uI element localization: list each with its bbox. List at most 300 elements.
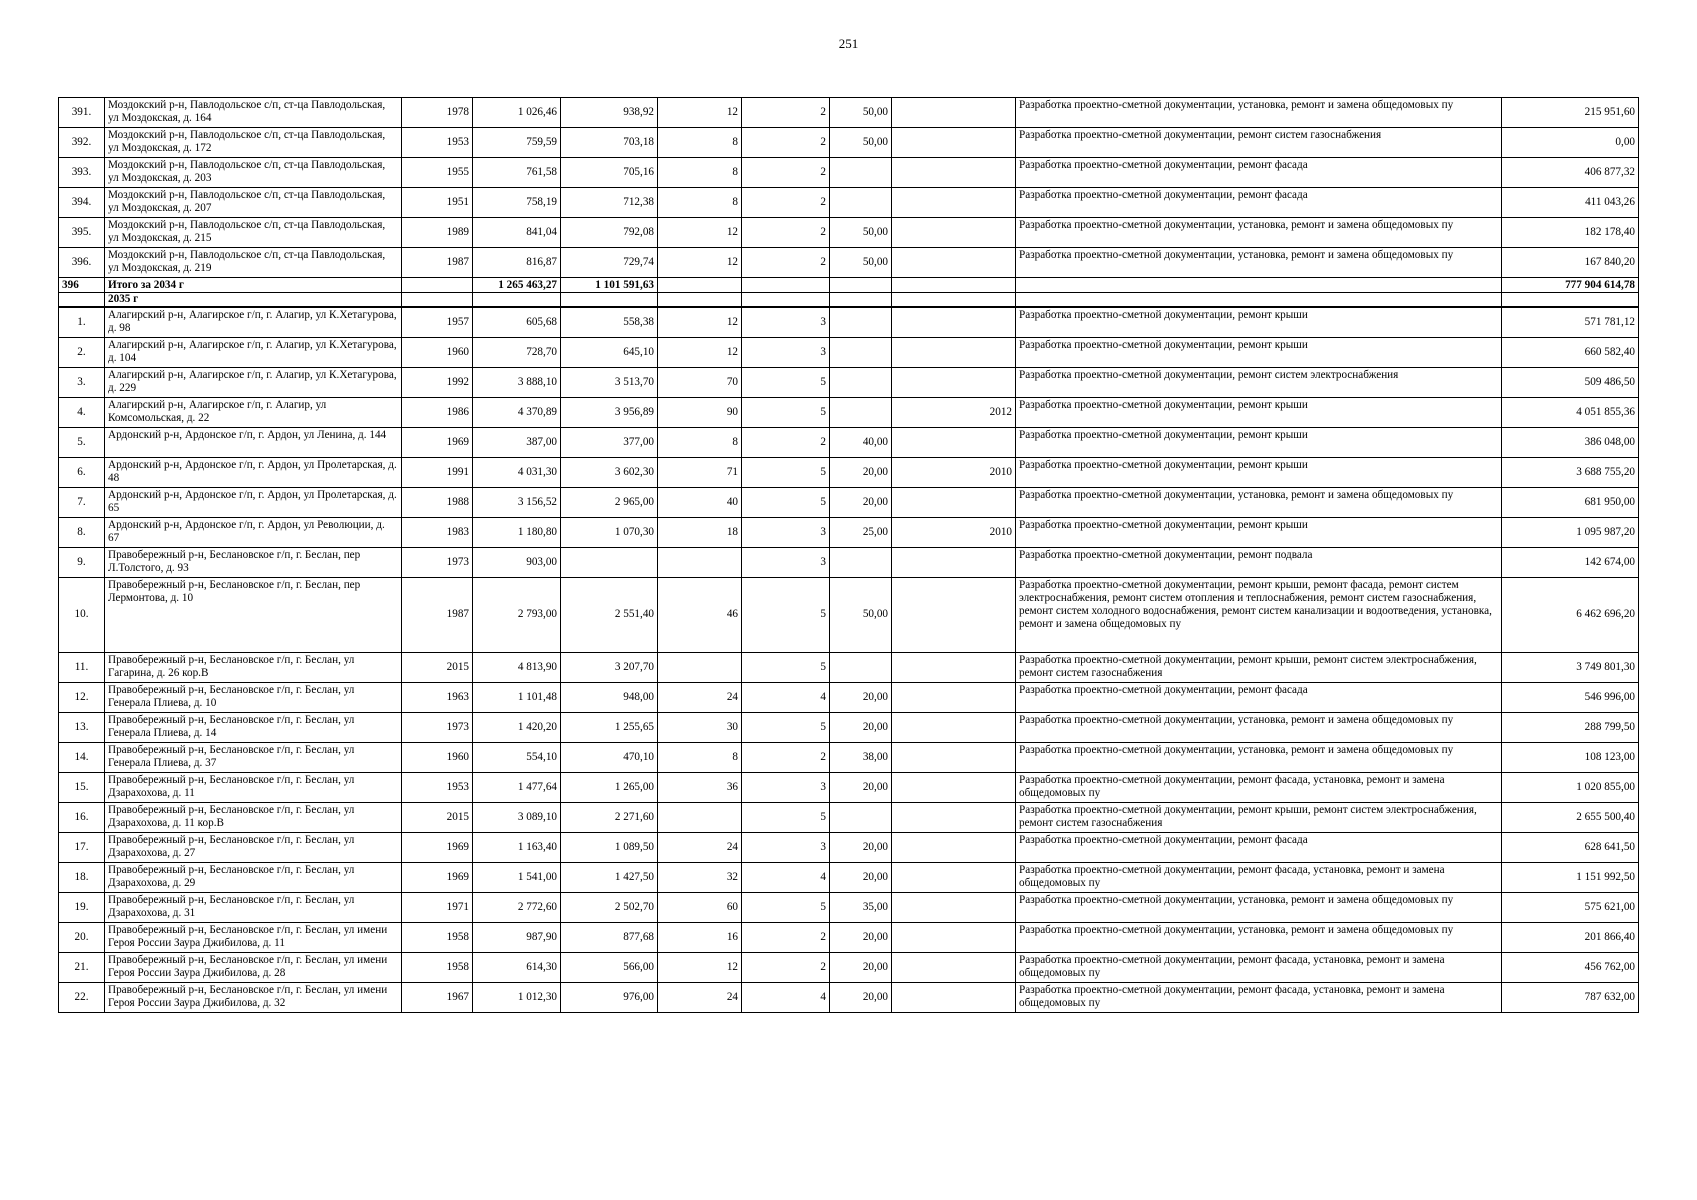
year-built-cell: 1973 xyxy=(402,547,473,577)
last-repair-year-cell xyxy=(892,982,1016,1012)
year-built-cell: 1969 xyxy=(402,862,473,892)
address-cell: Моздокский р-н, Павлодольское с/п, ст-ца Павлодольская, ул Моздокская, д. 164 xyxy=(105,98,402,128)
wear-cell: 38,00 xyxy=(830,742,892,772)
last-repair-year-cell xyxy=(892,652,1016,682)
work-type-cell: Разработка проектно-сметной документации, ремонт крыши xyxy=(1016,517,1502,547)
year-built-cell: 1953 xyxy=(402,128,473,158)
total-area-cell: 1 420,20 xyxy=(473,712,561,742)
row-number: 21. xyxy=(59,952,105,982)
work-type-cell: Разработка проектно-сметной документации, установка, ремонт и замена общедомовых пу xyxy=(1016,98,1502,128)
wear-cell: 40,00 xyxy=(830,427,892,457)
total-area-cell: 2 772,60 xyxy=(473,892,561,922)
living-area-cell: 976,00 xyxy=(561,982,658,1012)
work-type-cell: Разработка проектно-сметной документации, ремонт фасада xyxy=(1016,832,1502,862)
total-area-cell: 761,58 xyxy=(473,158,561,188)
total-area-cell: 758,19 xyxy=(473,188,561,218)
address-cell: Моздокский р-н, Павлодольское с/п, ст-ца Павлодольская, ул Моздокская, д. 219 xyxy=(105,248,402,278)
total-area-cell: 3 888,10 xyxy=(473,367,561,397)
empty-cell xyxy=(1016,293,1502,308)
living-area-cell: 2 502,70 xyxy=(561,892,658,922)
living-area-cell: 938,92 xyxy=(561,98,658,128)
wear-cell: 50,00 xyxy=(830,577,892,652)
total-area-cell: 1 026,46 xyxy=(473,98,561,128)
last-repair-year-cell xyxy=(892,772,1016,802)
work-type-cell: Разработка проектно-сметной документации, установка, ремонт и замена общедомовых пу xyxy=(1016,248,1502,278)
total-area-cell: 987,90 xyxy=(473,922,561,952)
floors-cell: 5 xyxy=(742,652,830,682)
wear-cell xyxy=(830,652,892,682)
cost-cell: 406 877,32 xyxy=(1502,158,1639,188)
residents-cell xyxy=(658,547,742,577)
floors-cell: 3 xyxy=(742,832,830,862)
residents-cell: 24 xyxy=(658,832,742,862)
year-built-cell: 1960 xyxy=(402,337,473,367)
work-type-cell: Разработка проектно-сметной документации, ремонт крыши xyxy=(1016,307,1502,337)
address-cell: Правобережный р-н, Беслановское г/п, г. Беслан, пер Л.Толстого, д. 93 xyxy=(105,547,402,577)
cost-cell: 182 178,40 xyxy=(1502,218,1639,248)
wear-cell xyxy=(830,158,892,188)
row-number: 11. xyxy=(59,652,105,682)
living-area-cell: 1 427,50 xyxy=(561,862,658,892)
wear-cell: 50,00 xyxy=(830,248,892,278)
cost-cell: 1 020 855,00 xyxy=(1502,772,1639,802)
row-number: 1. xyxy=(59,307,105,337)
table-row xyxy=(59,307,1639,337)
floors-cell: 2 xyxy=(742,427,830,457)
floors-cell: 3 xyxy=(742,772,830,802)
work-type-cell: Разработка проектно-сметной документации, ремонт крыши xyxy=(1016,457,1502,487)
address-cell: Правобережный р-н, Беслановское г/п, г. Беслан, ул имени Героя России Заура Джибилова, д. 32 xyxy=(105,982,402,1012)
address-cell: Ардонский р-н, Ардонское г/п, г. Ардон, ул Революции, д. 67 xyxy=(105,517,402,547)
year-built-cell: 1958 xyxy=(402,952,473,982)
year-built-cell: 1953 xyxy=(402,772,473,802)
row-number: 6. xyxy=(59,457,105,487)
total-area-cell: 3 156,52 xyxy=(473,487,561,517)
living-area-cell: 2 271,60 xyxy=(561,802,658,832)
row-number: 5. xyxy=(59,427,105,457)
empty-cell xyxy=(742,278,830,293)
cost-cell: 167 840,20 xyxy=(1502,248,1639,278)
row-number: 19. xyxy=(59,892,105,922)
wear-cell: 25,00 xyxy=(830,517,892,547)
work-type-cell: Разработка проектно-сметной документации, установка, ремонт и замена общедомовых пу xyxy=(1016,487,1502,517)
floors-cell: 2 xyxy=(742,922,830,952)
work-type-cell: Разработка проектно-сметной документации, ремонт систем электроснабжения xyxy=(1016,367,1502,397)
cost-cell: 215 951,60 xyxy=(1502,98,1639,128)
residents-cell: 36 xyxy=(658,772,742,802)
year-built-cell: 1951 xyxy=(402,188,473,218)
last-repair-year-cell xyxy=(892,577,1016,652)
last-repair-year-cell xyxy=(892,952,1016,982)
year-built-cell: 2015 xyxy=(402,652,473,682)
address-cell: Алагирский р-н, Алагирское г/п, г. Алагир, ул К.Хетагурова, д. 104 xyxy=(105,337,402,367)
residents-cell: 8 xyxy=(658,158,742,188)
table-row xyxy=(59,862,1639,892)
living-area-cell: 1 070,30 xyxy=(561,517,658,547)
year-built-cell: 2015 xyxy=(402,802,473,832)
cost-cell: 681 950,00 xyxy=(1502,487,1639,517)
living-area-cell: 1 089,50 xyxy=(561,832,658,862)
cost-cell: 628 641,50 xyxy=(1502,832,1639,862)
table-row xyxy=(59,922,1639,952)
wear-cell xyxy=(830,397,892,427)
row-number: 14. xyxy=(59,742,105,772)
address-cell: Правобережный р-н, Беслановское г/п, г. Беслан, пер Лермонтова, д. 10 xyxy=(105,577,402,652)
year-built-cell: 1992 xyxy=(402,367,473,397)
total-area-cell: 4 031,30 xyxy=(473,457,561,487)
work-type-cell: Разработка проектно-сметной документации, ремонт фасада xyxy=(1016,188,1502,218)
cost-cell: 787 632,00 xyxy=(1502,982,1639,1012)
row-number: 4. xyxy=(59,397,105,427)
table-row xyxy=(59,772,1639,802)
cost-cell: 0,00 xyxy=(1502,128,1639,158)
living-area-cell: 566,00 xyxy=(561,952,658,982)
empty-cell xyxy=(658,278,742,293)
work-type-cell: Разработка проектно-сметной документации, ремонт подвала xyxy=(1016,547,1502,577)
address-cell: Правобережный р-н, Беслановское г/п, г. Беслан, ул Гагарина, д. 26 кор.В xyxy=(105,652,402,682)
total-area-cell: 2 793,00 xyxy=(473,577,561,652)
residents-cell: 8 xyxy=(658,427,742,457)
residents-cell: 90 xyxy=(658,397,742,427)
cost-cell: 108 123,00 xyxy=(1502,742,1639,772)
work-type-cell: Разработка проектно-сметной документации, ремонт систем газоснабжения xyxy=(1016,128,1502,158)
address-cell: Правобережный р-н, Беслановское г/п, г. Беслан, ул Генерала Плиева, д. 14 xyxy=(105,712,402,742)
wear-cell xyxy=(830,367,892,397)
row-number: 392. xyxy=(59,128,105,158)
floors-cell: 2 xyxy=(742,128,830,158)
row-number: 20. xyxy=(59,922,105,952)
residents-cell: 30 xyxy=(658,712,742,742)
living-area-cell: 729,74 xyxy=(561,248,658,278)
last-repair-year-cell: 2010 xyxy=(892,517,1016,547)
row-number: 22. xyxy=(59,982,105,1012)
last-repair-year-cell xyxy=(892,892,1016,922)
total-count-cell: 396 xyxy=(59,278,105,293)
year-built-cell: 1969 xyxy=(402,832,473,862)
wear-cell: 20,00 xyxy=(830,487,892,517)
total-area-cell: 1 012,30 xyxy=(473,982,561,1012)
wear-cell xyxy=(830,802,892,832)
wear-cell xyxy=(830,337,892,367)
year-built-cell: 1989 xyxy=(402,218,473,248)
year-built-cell: 1958 xyxy=(402,922,473,952)
residents-cell: 8 xyxy=(658,128,742,158)
address-cell: Моздокский р-н, Павлодольское с/п, ст-ца Павлодольская, ул Моздокская, д. 207 xyxy=(105,188,402,218)
empty-cell xyxy=(658,293,742,308)
living-area-cell: 3 207,70 xyxy=(561,652,658,682)
wear-cell xyxy=(830,307,892,337)
last-repair-year-cell xyxy=(892,487,1016,517)
address-cell: Правобережный р-н, Беслановское г/п, г. Беслан, ул Генерала Плиева, д. 37 xyxy=(105,742,402,772)
work-type-cell: Разработка проектно-сметной документации, ремонт крыши xyxy=(1016,427,1502,457)
total-area-cell: 1 180,80 xyxy=(473,517,561,547)
wear-cell: 50,00 xyxy=(830,128,892,158)
residents-cell: 16 xyxy=(658,922,742,952)
living-area-cell: 792,08 xyxy=(561,218,658,248)
address-cell: Правобережный р-н, Беслановское г/п, г. Беслан, ул имени Героя России Заура Джибилова, д. 28 xyxy=(105,952,402,982)
table-row xyxy=(59,427,1639,457)
address-cell: Моздокский р-н, Павлодольское с/п, ст-ца Павлодольская, ул Моздокская, д. 172 xyxy=(105,128,402,158)
floors-cell: 4 xyxy=(742,682,830,712)
address-cell: Правобережный р-н, Беслановское г/п, г. Беслан, ул Дзарахохова, д. 31 xyxy=(105,892,402,922)
table-row xyxy=(59,892,1639,922)
last-repair-year-cell xyxy=(892,188,1016,218)
total-area-cell: 4 813,90 xyxy=(473,652,561,682)
table-row xyxy=(59,952,1639,982)
last-repair-year-cell xyxy=(892,128,1016,158)
work-type-cell: Разработка проектно-сметной документации, ремонт крыши, ремонт фасада, ремонт систем электроснабжения, ремонт систем отопления и теплоснабжения, ремонт систем газоснабжения, ремонт систем холодного водоснабжения, ремонт систем канализации и водоотведения, установка, ремонт и замена общедомовых пу xyxy=(1016,577,1502,652)
address-cell: Алагирский р-н, Алагирское г/п, г. Алагир, ул Комсомольская, д. 22 xyxy=(105,397,402,427)
table-row xyxy=(59,517,1639,547)
floors-cell: 3 xyxy=(742,337,830,367)
work-type-cell: Разработка проектно-сметной документации, ремонт фасада, установка, ремонт и замена общедомовых пу xyxy=(1016,982,1502,1012)
year-label-cell: 2035 г xyxy=(105,293,402,308)
living-area-cell: 558,38 xyxy=(561,307,658,337)
total-area-cell: 1 541,00 xyxy=(473,862,561,892)
residents-cell: 8 xyxy=(658,188,742,218)
year-built-cell: 1971 xyxy=(402,892,473,922)
last-repair-year-cell xyxy=(892,712,1016,742)
floors-cell: 3 xyxy=(742,517,830,547)
empty-cell xyxy=(59,293,105,308)
work-type-cell: Разработка проектно-сметной документации, установка, ремонт и замена общедомовых пу xyxy=(1016,892,1502,922)
total-area-cell: 759,59 xyxy=(473,128,561,158)
living-area-cell: 645,10 xyxy=(561,337,658,367)
floors-cell: 2 xyxy=(742,188,830,218)
address-cell: Алагирский р-н, Алагирское г/п, г. Алагир, ул К.Хетагурова, д. 98 xyxy=(105,307,402,337)
table-row xyxy=(59,547,1639,577)
empty-cell xyxy=(402,293,473,308)
cost-cell: 3 749 801,30 xyxy=(1502,652,1639,682)
floors-cell: 5 xyxy=(742,367,830,397)
living-area-cell: 3 602,30 xyxy=(561,457,658,487)
last-repair-year-cell xyxy=(892,307,1016,337)
floors-cell: 2 xyxy=(742,98,830,128)
table-row xyxy=(59,128,1639,158)
address-cell: Правобережный р-н, Беслановское г/п, г. Беслан, ул Дзарахохова, д. 27 xyxy=(105,832,402,862)
wear-cell: 50,00 xyxy=(830,98,892,128)
work-type-cell: Разработка проектно-сметной документации, установка, ремонт и замена общедомовых пу xyxy=(1016,742,1502,772)
row-number: 13. xyxy=(59,712,105,742)
row-number: 16. xyxy=(59,802,105,832)
address-cell: Ардонский р-н, Ардонское г/п, г. Ардон, ул Пролетарская, д. 48 xyxy=(105,457,402,487)
table-row xyxy=(59,397,1639,427)
living-area-cell: 377,00 xyxy=(561,427,658,457)
address-cell: Ардонский р-н, Ардонское г/п, г. Ардон, ул Пролетарская, д. 65 xyxy=(105,487,402,517)
year-built-cell: 1991 xyxy=(402,457,473,487)
living-area-cell: 705,16 xyxy=(561,158,658,188)
last-repair-year-cell xyxy=(892,742,1016,772)
last-repair-year-cell: 2012 xyxy=(892,397,1016,427)
work-type-cell: Разработка проектно-сметной документации, установка, ремонт и замена общедомовых пу xyxy=(1016,218,1502,248)
empty-cell xyxy=(1502,293,1639,308)
address-cell: Моздокский р-н, Павлодольское с/п, ст-ца Павлодольская, ул Моздокская, д. 203 xyxy=(105,158,402,188)
floors-cell: 4 xyxy=(742,982,830,1012)
total-area-cell: 1 477,64 xyxy=(473,772,561,802)
floors-cell: 2 xyxy=(742,218,830,248)
work-type-cell: Разработка проектно-сметной документации, ремонт крыши, ремонт систем электроснабжения, ремонт систем газоснабжения xyxy=(1016,652,1502,682)
total-area-cell: 387,00 xyxy=(473,427,561,457)
cost-cell: 4 051 855,36 xyxy=(1502,397,1639,427)
floors-cell: 5 xyxy=(742,457,830,487)
floors-cell: 2 xyxy=(742,742,830,772)
cost-cell: 660 582,40 xyxy=(1502,337,1639,367)
row-number: 8. xyxy=(59,517,105,547)
address-cell: Правобережный р-н, Беслановское г/п, г. Беслан, ул Генерала Плиева, д. 10 xyxy=(105,682,402,712)
living-area-cell: 3 513,70 xyxy=(561,367,658,397)
cost-cell: 456 762,00 xyxy=(1502,952,1639,982)
residents-cell: 12 xyxy=(658,218,742,248)
floors-cell: 2 xyxy=(742,952,830,982)
residents-cell: 60 xyxy=(658,892,742,922)
year-built-cell: 1963 xyxy=(402,682,473,712)
year-built-cell: 1955 xyxy=(402,158,473,188)
total-area-cell: 903,00 xyxy=(473,547,561,577)
empty-cell xyxy=(830,293,892,308)
address-cell: Правобережный р-н, Беслановское г/п, г. Беслан, ул Дзарахохова, д. 11 xyxy=(105,772,402,802)
floors-cell: 5 xyxy=(742,397,830,427)
total-area-cell: 1 101,48 xyxy=(473,682,561,712)
total-area-cell: 554,10 xyxy=(473,742,561,772)
address-cell: Алагирский р-н, Алагирское г/п, г. Алагир, ул К.Хетагурова, д. 229 xyxy=(105,367,402,397)
wear-cell: 20,00 xyxy=(830,982,892,1012)
table-row xyxy=(59,682,1639,712)
wear-cell xyxy=(830,547,892,577)
table-row xyxy=(59,982,1639,1012)
residents-cell: 12 xyxy=(658,337,742,367)
total-area-cell: 1 163,40 xyxy=(473,832,561,862)
last-repair-year-cell: 2010 xyxy=(892,457,1016,487)
table-row xyxy=(59,712,1639,742)
cost-cell: 509 486,50 xyxy=(1502,367,1639,397)
living-area-cell: 948,00 xyxy=(561,682,658,712)
cost-cell: 201 866,40 xyxy=(1502,922,1639,952)
work-type-cell: Разработка проектно-сметной документации, ремонт фасада, установка, ремонт и замена общедомовых пу xyxy=(1016,862,1502,892)
floors-cell: 2 xyxy=(742,248,830,278)
year-header-row xyxy=(59,293,1639,308)
living-area-cell xyxy=(561,547,658,577)
residents-cell xyxy=(658,802,742,832)
work-type-cell: Разработка проектно-сметной документации, установка, ремонт и замена общедомовых пу xyxy=(1016,922,1502,952)
residents-cell: 18 xyxy=(658,517,742,547)
capital-repair-table xyxy=(58,97,1639,1013)
row-number: 7. xyxy=(59,487,105,517)
year-built-cell: 1987 xyxy=(402,248,473,278)
residents-cell: 8 xyxy=(658,742,742,772)
floors-cell: 5 xyxy=(742,577,830,652)
empty-cell xyxy=(742,293,830,308)
row-number: 15. xyxy=(59,772,105,802)
year-built-cell: 1973 xyxy=(402,712,473,742)
total-label-cell: Итого за 2034 г xyxy=(105,278,402,293)
last-repair-year-cell xyxy=(892,802,1016,832)
row-number: 10. xyxy=(59,577,105,652)
row-number: 391. xyxy=(59,98,105,128)
address-cell: Правобережный р-н, Беслановское г/п, г. Беслан, ул Дзарахохова, д. 11 кор.В xyxy=(105,802,402,832)
wear-cell: 20,00 xyxy=(830,832,892,862)
wear-cell: 20,00 xyxy=(830,457,892,487)
table-row xyxy=(59,487,1639,517)
cost-cell: 3 688 755,20 xyxy=(1502,457,1639,487)
residents-cell: 71 xyxy=(658,457,742,487)
residents-cell: 12 xyxy=(658,248,742,278)
last-repair-year-cell xyxy=(892,547,1016,577)
living-area-cell: 470,10 xyxy=(561,742,658,772)
row-number: 18. xyxy=(59,862,105,892)
living-area-cell: 1 255,65 xyxy=(561,712,658,742)
table-row xyxy=(59,832,1639,862)
empty-cell xyxy=(892,278,1016,293)
wear-cell: 20,00 xyxy=(830,862,892,892)
work-type-cell: Разработка проектно-сметной документации, ремонт фасада xyxy=(1016,158,1502,188)
last-repair-year-cell xyxy=(892,832,1016,862)
work-type-cell: Разработка проектно-сметной документации, ремонт фасада, установка, ремонт и замена общедомовых пу xyxy=(1016,952,1502,982)
table-row xyxy=(59,248,1639,278)
last-repair-year-cell xyxy=(892,367,1016,397)
cost-cell: 546 996,00 xyxy=(1502,682,1639,712)
living-area-cell: 712,38 xyxy=(561,188,658,218)
living-area-cell: 877,68 xyxy=(561,922,658,952)
living-area-cell: 1 265,00 xyxy=(561,772,658,802)
residents-cell: 12 xyxy=(658,952,742,982)
residents-cell: 32 xyxy=(658,862,742,892)
wear-cell: 20,00 xyxy=(830,922,892,952)
cost-cell: 288 799,50 xyxy=(1502,712,1639,742)
last-repair-year-cell xyxy=(892,337,1016,367)
year-built-cell: 1957 xyxy=(402,307,473,337)
floors-cell: 3 xyxy=(742,307,830,337)
cost-cell: 1 095 987,20 xyxy=(1502,517,1639,547)
work-type-cell: Разработка проектно-сметной документации, ремонт крыши xyxy=(1016,397,1502,427)
empty-cell xyxy=(830,278,892,293)
last-repair-year-cell xyxy=(892,218,1016,248)
row-number: 9. xyxy=(59,547,105,577)
page-number: 251 xyxy=(838,36,859,51)
residents-cell: 24 xyxy=(658,982,742,1012)
empty-cell xyxy=(892,293,1016,308)
table-row xyxy=(59,158,1639,188)
floors-cell: 5 xyxy=(742,487,830,517)
floors-cell: 3 xyxy=(742,547,830,577)
year-built-cell: 1983 xyxy=(402,517,473,547)
total-row xyxy=(59,278,1639,293)
row-number: 17. xyxy=(59,832,105,862)
floors-cell: 5 xyxy=(742,892,830,922)
last-repair-year-cell xyxy=(892,862,1016,892)
row-number: 12. xyxy=(59,682,105,712)
year-built-cell: 1988 xyxy=(402,487,473,517)
total-area-cell: 728,70 xyxy=(473,337,561,367)
residents-cell: 46 xyxy=(658,577,742,652)
living-area-sum-cell: 1 101 591,63 xyxy=(561,278,658,293)
last-repair-year-cell xyxy=(892,922,1016,952)
address-cell: Моздокский р-н, Павлодольское с/п, ст-ца Павлодольская, ул Моздокская, д. 215 xyxy=(105,218,402,248)
year-built-cell: 1987 xyxy=(402,577,473,652)
row-number: 394. xyxy=(59,188,105,218)
cost-cell: 411 043,26 xyxy=(1502,188,1639,218)
table-row xyxy=(59,218,1639,248)
total-area-cell: 841,04 xyxy=(473,218,561,248)
residents-cell: 12 xyxy=(658,307,742,337)
cost-cell: 571 781,12 xyxy=(1502,307,1639,337)
row-number: 396. xyxy=(59,248,105,278)
table-row xyxy=(59,457,1639,487)
living-area-cell: 2 965,00 xyxy=(561,487,658,517)
floors-cell: 2 xyxy=(742,158,830,188)
floors-cell: 5 xyxy=(742,802,830,832)
row-number: 395. xyxy=(59,218,105,248)
row-number: 393. xyxy=(59,158,105,188)
